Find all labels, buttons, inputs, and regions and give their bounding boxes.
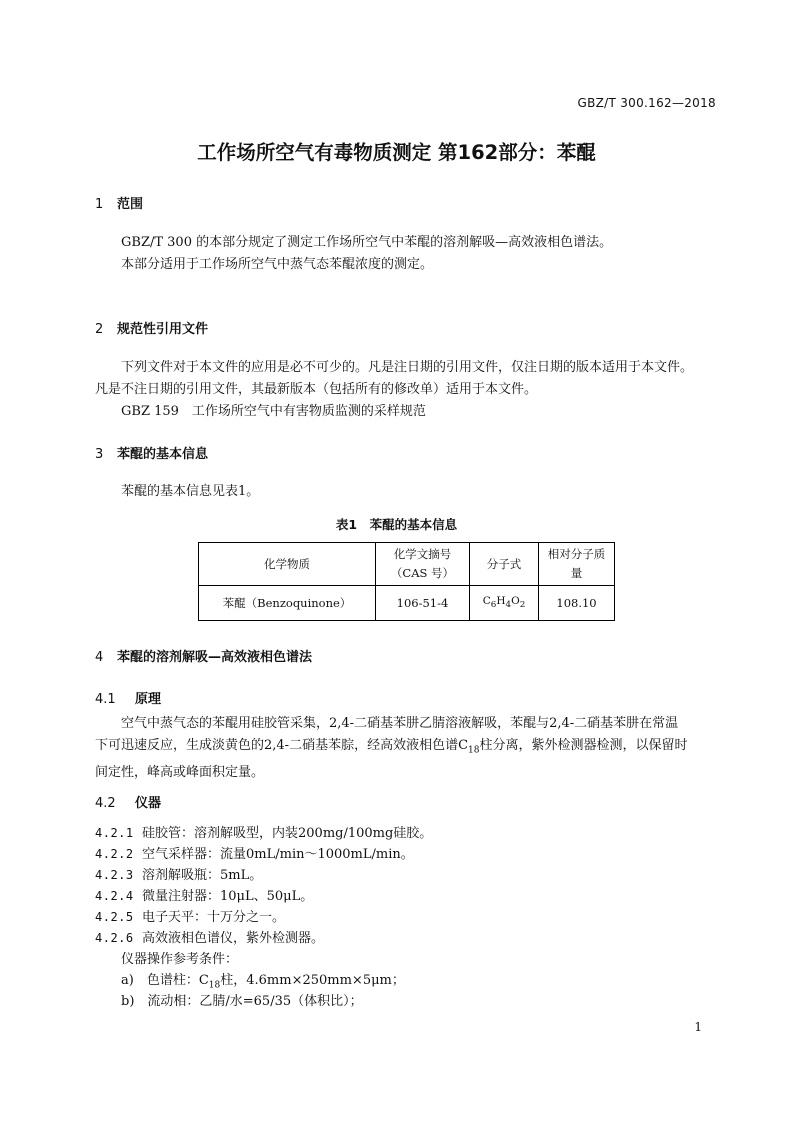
table-row (199, 586, 615, 621)
paragraph: GBZ/T 300 的本部分规定了测定工作场所空气中苯醌的溶剂解吸—高效液相色谱法。 (121, 235, 613, 250)
item-number: 4.2.6 (95, 931, 134, 945)
paragraph-line: 凡是不注日期的引用文件，其最新版本（包括所有的修改单）适用于本文件。 (95, 382, 538, 397)
formula-part: C (482, 595, 491, 608)
section-title: 范围 (117, 197, 144, 212)
text-span: 下可迅速反应，生成淡黄色的2,4-二硝基苯腙，经高效液相色谱C (95, 738, 469, 753)
basic-info-table (198, 542, 615, 621)
subscript: 18 (468, 745, 480, 756)
text-span: 柱分离，紫外检测器检测，以保留时 (479, 738, 688, 753)
section-number: 4.2 (95, 796, 116, 811)
subsection-4-2-heading (95, 792, 161, 811)
page-number: 1 (694, 1020, 702, 1034)
standard-code: GBZ/T 300.162—2018 (577, 96, 716, 110)
normative-reference: GBZ 159 工作场所空气中有害物质监测的采样规范 (121, 404, 426, 419)
table-caption: 表1 苯醌的基本信息 (335, 517, 458, 532)
header-cell (376, 543, 470, 586)
instrument-item (95, 906, 285, 925)
header-cell-line: 化学文摘号 (393, 547, 452, 561)
formula-part: H (496, 595, 506, 608)
section-1-heading (95, 193, 143, 212)
section-number: 2 (95, 322, 104, 337)
header-cell: 相对分子质量 (539, 543, 615, 586)
formula-subscript: 2 (519, 600, 526, 611)
item-text: 溶剂解吸瓶：5mL。 (142, 868, 263, 883)
item-text: 硅胶管：溶剂解吸型，内装200mg/100mg硅胶。 (142, 826, 433, 841)
section-number: 3 (95, 447, 104, 462)
section-number: 4.1 (95, 692, 116, 707)
item-text: 电子天平：十万分之一。 (142, 910, 286, 925)
header-cell: 分子式 (470, 543, 539, 586)
item-number: 4.2.4 (95, 889, 134, 903)
paragraph-line: 空气中蒸气态的苯醌用硅胶管采集，2,4-二硝基苯肼乙腈溶液解吸，苯醌与2,4-二硝基苯肼在常温 (121, 716, 679, 731)
instrument-item (95, 885, 313, 904)
section-title: 规范性引用文件 (117, 322, 209, 337)
instrument-item (95, 864, 262, 883)
item-number: 4.2.3 (95, 868, 134, 882)
table-cell: 108.10 (539, 586, 615, 621)
table-header-row (199, 543, 615, 586)
subsection-4-1-heading (95, 688, 161, 707)
item-number: 4.2.5 (95, 910, 134, 924)
section-title: 苯醌的溶剂解吸—高效液相色谱法 (117, 650, 313, 665)
formula-subscript: 4 (505, 600, 512, 611)
formula-part: O (511, 595, 520, 608)
item-text: 空气采样器：流量0mL/min～1000mL/min。 (142, 847, 414, 862)
subscript: 18 (208, 980, 221, 991)
item-text: 高效液相色谱仪，紫外检测器。 (142, 931, 325, 946)
section-4-heading (95, 646, 312, 665)
text-span: a) 色谱柱：C (121, 973, 209, 988)
instrument-item (95, 822, 432, 841)
paragraph-line: 间定性，峰高或峰面积定量。 (95, 764, 265, 780)
section-3-heading (95, 443, 208, 462)
instrument-item (95, 843, 414, 862)
section-3-body (95, 481, 718, 503)
conditions-label: 仪器操作参考条件： (121, 952, 239, 967)
item-text: 微量注射器：10μL、50μL。 (142, 889, 314, 904)
instrument-item (95, 927, 324, 946)
paragraph: 本部分适用于工作场所空气中蒸气态苯醌浓度的测定。 (121, 257, 434, 272)
item-number: 4.2.1 (95, 826, 134, 840)
section-title: 苯醌的基本信息 (117, 447, 209, 462)
section-title: 仪器 (135, 796, 162, 811)
condition-a (121, 969, 405, 991)
section-2-body (95, 357, 718, 423)
section-2-heading (95, 318, 208, 337)
section-number: 1 (95, 197, 104, 212)
section-number: 4 (95, 650, 104, 665)
item-number: 4.2.2 (95, 847, 134, 861)
condition-b: b) 流动相：乙腈/水=65/35（体积比）； (121, 994, 363, 1009)
document-title: 工作场所空气有毒物质测定 第162部分：苯醌 (197, 141, 596, 164)
text-span: 柱，4.6mm×250mm×5μm； (220, 973, 405, 988)
paragraph-line: 下列文件对于本文件的应用是必不可少的。凡是注日期的引用文件，仅注日期的版本适用于本文件。 (121, 360, 694, 375)
section-title: 原理 (135, 692, 162, 707)
header-cell: 化学物质 (199, 543, 376, 586)
table-cell: 苯醌（Benzoquinone） (199, 586, 376, 621)
formula-subscript: 6 (490, 600, 497, 611)
section-1-body (95, 232, 718, 276)
table-cell: 106-51-4 (376, 586, 470, 621)
paragraph-line (95, 735, 718, 762)
paragraph: 苯醌的基本信息见表1。 (121, 484, 260, 499)
header-cell-line: （CAS 号） (390, 566, 455, 580)
principle-body (95, 713, 718, 784)
formula-cell (470, 586, 539, 621)
